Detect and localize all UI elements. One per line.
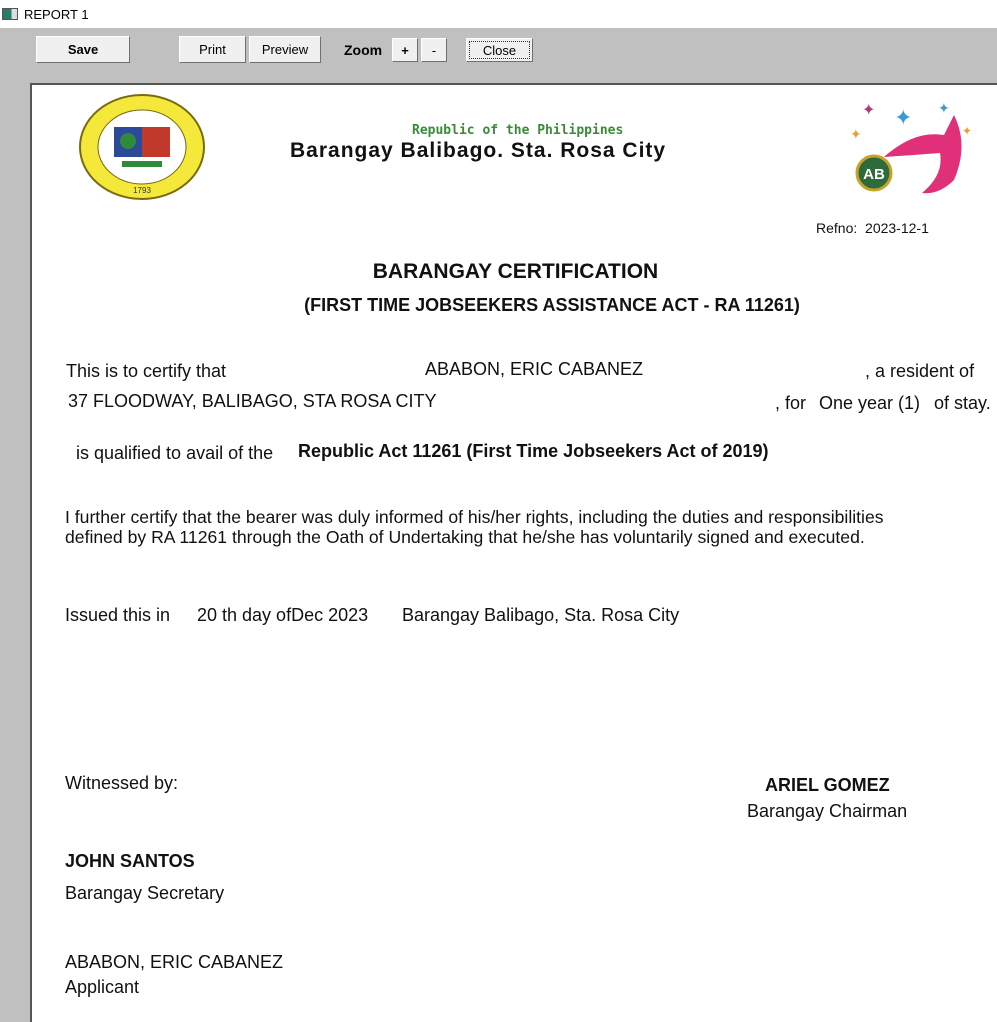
issued-prefix: Issued this in [65,605,171,625]
barangay-name: Barangay Balibago. Sta. Rosa City [290,139,667,162]
report-page [30,83,997,1022]
republic-text: Republic of the Philippines [412,123,624,138]
barangay-seal-logo [78,93,206,201]
chairman-name: ARIEL GOMEZ [765,775,890,795]
stay-suffix: of stay. [934,393,991,413]
chairman-title: Barangay Chairman [747,801,908,821]
further-line-2: defined by RA 11261 through the Oath of Undertaking that he/she has voluntarily signed and executed. [65,527,865,547]
window-title: REPORT 1 [24,6,89,22]
address-field: 37 FLOODWAY, BALIBAGO, STA ROSA CITY [68,391,437,411]
zoom-in-button[interactable]: + [392,38,418,62]
issued-place: Barangay Balibago, Sta. Rosa City [402,605,680,625]
qualified-text: is qualified to avail of the [76,443,274,463]
resident-of-text: , a resident of [865,361,975,381]
stay-field: One year (1) [819,393,921,413]
applicant-name-field: ABABON, ERIC CABANEZ [425,359,644,379]
doc-title: BARANGAY CERTIFICATION [372,260,659,283]
zoom-out-button[interactable]: - [421,38,447,62]
app-icon [2,8,18,20]
print-button[interactable]: Print [179,36,246,63]
certify-prefix: This is to certify that [66,361,227,381]
refno-value: 2023-12-1 [865,220,929,236]
secretary-name: JOHN SANTOS [65,851,195,871]
svg-text:✦: ✦ [862,102,876,119]
jobseekers-logo [844,95,974,200]
close-button[interactable]: Close [466,38,533,62]
svg-text:✦: ✦ [894,105,913,130]
preview-button[interactable]: Preview [249,36,321,63]
further-line-1: I further certify that the bearer was duly informed of his/her rights, including the duties and responsibilities [65,507,884,527]
svg-text:1793: 1793 [133,186,151,195]
zoom-label: Zoom [344,42,383,58]
applicant-signature-name: ABABON, ERIC CABANEZ [65,952,284,972]
refno-label: Refno: [816,220,858,236]
doc-subtitle: (FIRST TIME JOBSEEKERS ASSISTANCE ACT - RA 11261) [304,295,800,315]
for-text: , for [775,393,807,413]
act-text: Republic Act 11261 (First Time Jobseekers Act of 2019) [298,441,769,461]
issued-date: 20 th day ofDec 2023 [197,605,369,625]
svg-text:✦: ✦ [962,124,973,138]
window-titlebar [0,0,997,28]
secretary-title: Barangay Secretary [65,883,225,903]
applicant-title: Applicant [65,977,140,997]
svg-text:✦: ✦ [938,100,950,116]
save-button[interactable]: Save [36,36,130,63]
svg-text:AB: AB [863,166,885,183]
witnessed-label: Witnessed by: [65,773,179,793]
svg-text:✦: ✦ [850,126,862,142]
